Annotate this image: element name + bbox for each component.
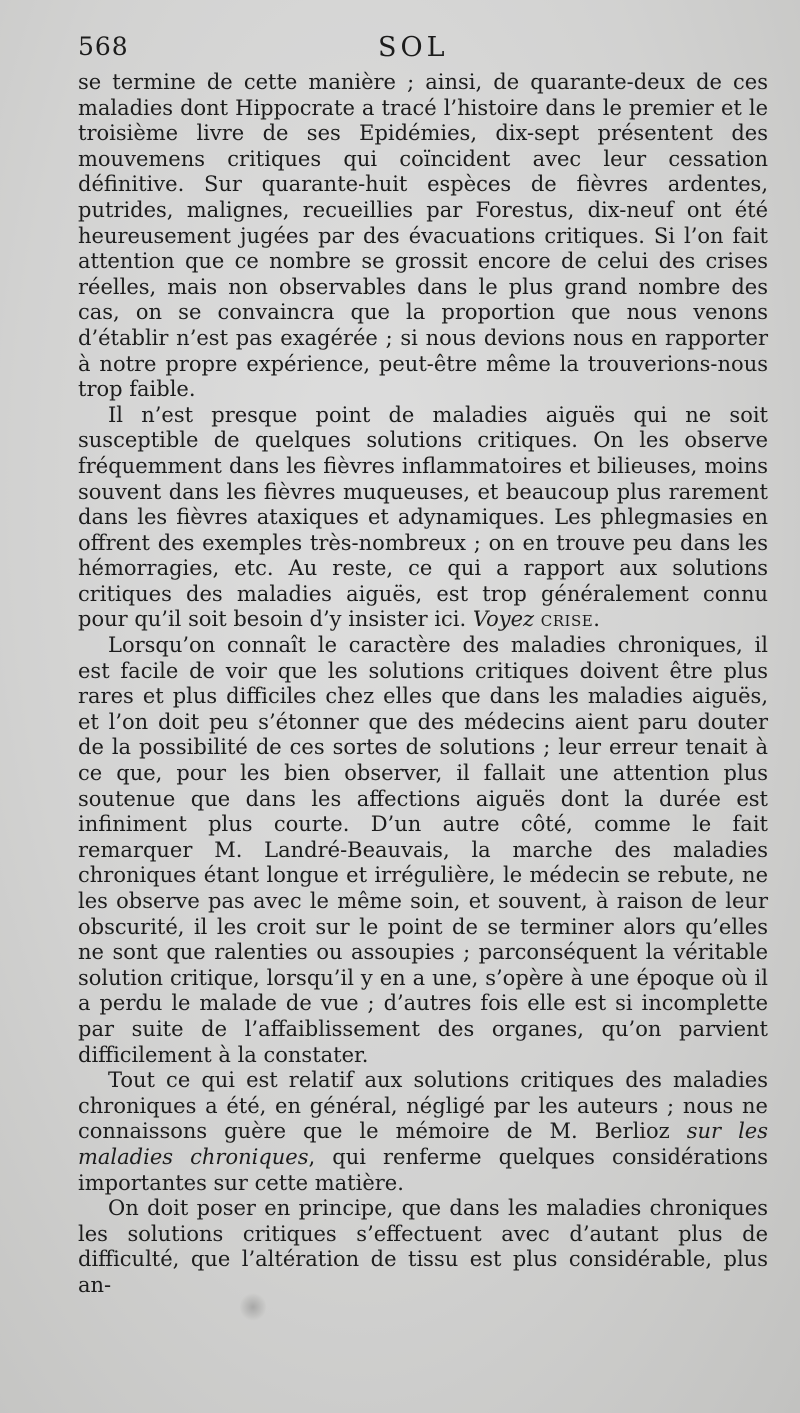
berlioz-memoir-title: sur les maladies chroniques [78,1119,768,1169]
ink-smudge [240,1292,266,1322]
paragraph-4 [78,1068,768,1196]
paragraph-2-text: Il n’est presque point de maladies aiguës qui ne soit susceptible de quelques solutions critiques. On les observe fréquemment dans les fièvres inflammatoires et bilieuses, moins souvent dans les fièvres muqueuses, et beaucoup plus rarement dans les fièvres ataxiques et adynamiques. Les phlegmasies en offrent des exemples très-nombreux ; on en trouve peu dans les hémorragies, etc. Au reste, ce qui a rapport aux solutions critiques des maladies aiguës, est trop généralement connu pour qu’il soit besoin d’y insister ici. [78,402,768,632]
paragraph-4-text-after: , qui renferme quelques considérations importantes sur cette matière. [78,1144,768,1195]
page-number: 568 [78,32,129,61]
page-header [78,28,768,70]
paragraph-5: On doit poser en principe, que dans les maladies chroniques les solutions critiques s’effectuent avec d’autant plus de difficulté, que l’altération de tissu est plus considérable, plus an- [78,1196,768,1297]
paragraph-1: se termine de cette manière ; ainsi, de quarante-deux de ces maladies dont Hippocrate a tracé l’histoire dans le premier et le troisième livre de ses Epidémies, dix-sept présentent des mouvemens critiques qui coïncident avec leur cessation définitive. Sur quarante-huit espèces de fièvres ardentes, putrides, malignes, recueillies par Forestus, dix-neuf ont été heureusement jugées par des évacuations critiques. Si l’on fait attention que ce nombre se grossit encore de celui des crises réelles, mais non observables dans le plus grand nombre des cas, on se convaincra que la proportion que nous venons d’établir n’est pas exagérée ; si nous devions nous en rapporter à notre propre expérience, peut-être même la trouverions-nous trop faible. [78,70,768,402]
paragraph-3: Lorsqu’on connaît le caractère des maladies chroniques, il est facile de voir que les solutions critiques doivent être plus rares et plus difficiles chez elles que dans les maladies aiguës, et l’on doit peu s’étonner que des médecins aient paru douter de la possibilité de ces sortes de solutions ; leur erreur tenait à ce que, pour les bien observer, il fallait une attention plus soutenue que dans les affections aiguës dont la durée est infiniment plus courte. D’un autre côté, comme le fait remarquer M. Landré-Beauvais, la marche des maladies chroniques étant longue et irrégulière, le médecin se rebute, ne les observe pas avec le même soin, et souvent, à raison de leur obscurité, il les croit sur le point de se terminer alors qu’elles ne sont que ralenties ou assoupies ; parconséquent la véritable solution critique, lorsqu’il y en a une, s’opère à une époque où il a perdu le malade de vue ; d’autres fois elle est si incomplette par suite de l’affaiblissement des organes, qu’on parvient difficilement à la constater. [78,633,768,1067]
paragraph-4-text-before: Tout ce qui est relatif aux solutions critiques des maladies chroniques a été, en général, négligé par les auteurs ; nous ne connaissons guère que le mémoire de M. Berlioz [78,1068,768,1144]
cross-reference-crise: crise. [540,607,601,632]
voyez-label: Voyez [472,607,535,632]
body-text [78,70,768,1299]
running-head: SOL [378,32,449,63]
paragraph-2 [78,403,768,633]
